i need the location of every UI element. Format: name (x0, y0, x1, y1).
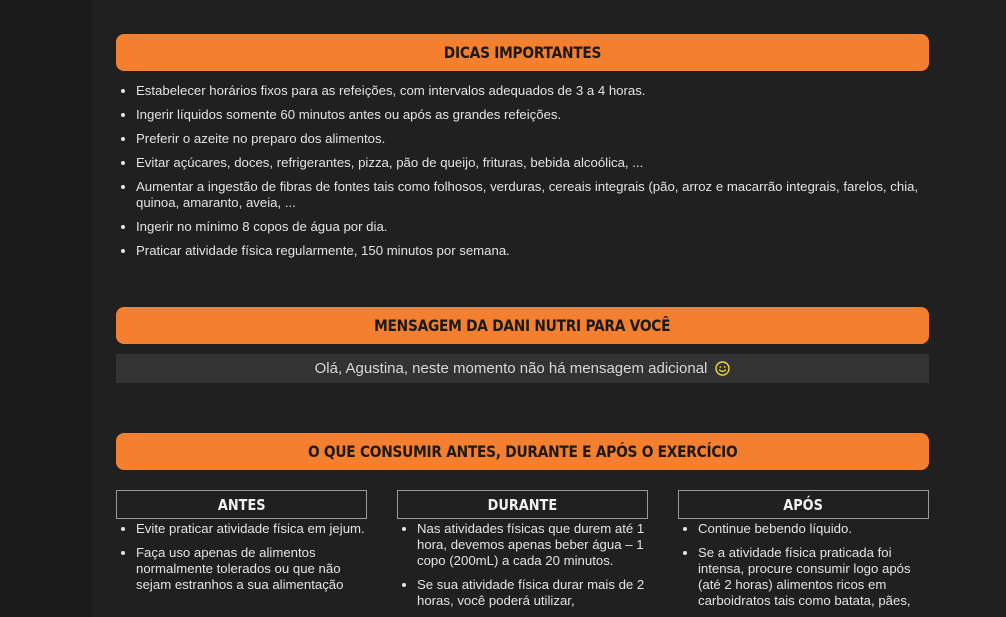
message-text: Olá, Agustina, neste momento não há mensagem adicional (314, 360, 708, 377)
list-item: • Se a atividade física praticada foi intensa, procure consumir logo após (até 2 horas) alimentos ricos em carboidratos tais como batata, pães, (698, 545, 934, 609)
column-list-antes (116, 521, 372, 601)
list-item: • Faça uso apenas de alimentos normalmente tolerados ou que não sejam estranhos a sua alimentação (136, 545, 372, 593)
tip-item: • Estabelecer horários fixos para as refeições, com intervalos adequados de 3 a 4 horas. (136, 83, 936, 99)
tip-item: • Ingerir líquidos somente 60 minutos antes ou após as grandes refeições. (136, 107, 936, 123)
column-header-label: APÓS (783, 495, 824, 514)
tip-item: • Evitar açúcares, doces, refrigerantes, pizza, pão de queijo, frituras, bebida alcoólica, ... (136, 155, 936, 171)
tips-list (116, 83, 936, 267)
tips-title: DICAS IMPORTANTES (443, 43, 602, 62)
column-list-durante (397, 521, 653, 617)
column-header-label: ANTES (217, 495, 266, 514)
list-item: • Evite praticar atividade física em jejum. (136, 521, 372, 537)
message-section-header (116, 307, 929, 344)
tip-item: • Ingerir no mínimo 8 copos de água por dia. (136, 219, 936, 235)
tip-item: • Preferir o azeite no preparo dos alimentos. (136, 131, 936, 147)
list-item: • Nas atividades físicas que durem até 1 hora, devemos apenas beber água – 1 copo (200mL) a cada 20 minutos. (417, 521, 653, 569)
list-item: • Se sua atividade física durar mais de 2 horas, você poderá utilizar, (417, 577, 653, 609)
column-list-apos (678, 521, 934, 617)
tips-section-header (116, 34, 929, 71)
message-box (116, 354, 929, 383)
tip-item: • Aumentar a ingestão de fibras de fontes tais como folhosos, verduras, cereais integrais (pão, arroz e macarrão integrais, farelos, chia, quinoa, amaranto, aveia, ... (136, 179, 936, 211)
list-item: • Continue bebendo líquido. (698, 521, 934, 537)
smiley-icon (715, 361, 730, 376)
exercise-title: O QUE CONSUMIR ANTES, DURANTE E APÓS O EXERCÍCIO (307, 442, 738, 461)
tip-item: • Praticar atividade física regularmente, 150 minutos por semana. (136, 243, 936, 259)
column-header-durante (397, 490, 648, 519)
column-header-antes (116, 490, 367, 519)
message-title: MENSAGEM DA DANI NUTRI PARA VOCÊ (374, 316, 671, 335)
exercise-section-header (116, 433, 929, 470)
column-header-apos (678, 490, 929, 519)
column-header-label: DURANTE (487, 495, 558, 514)
